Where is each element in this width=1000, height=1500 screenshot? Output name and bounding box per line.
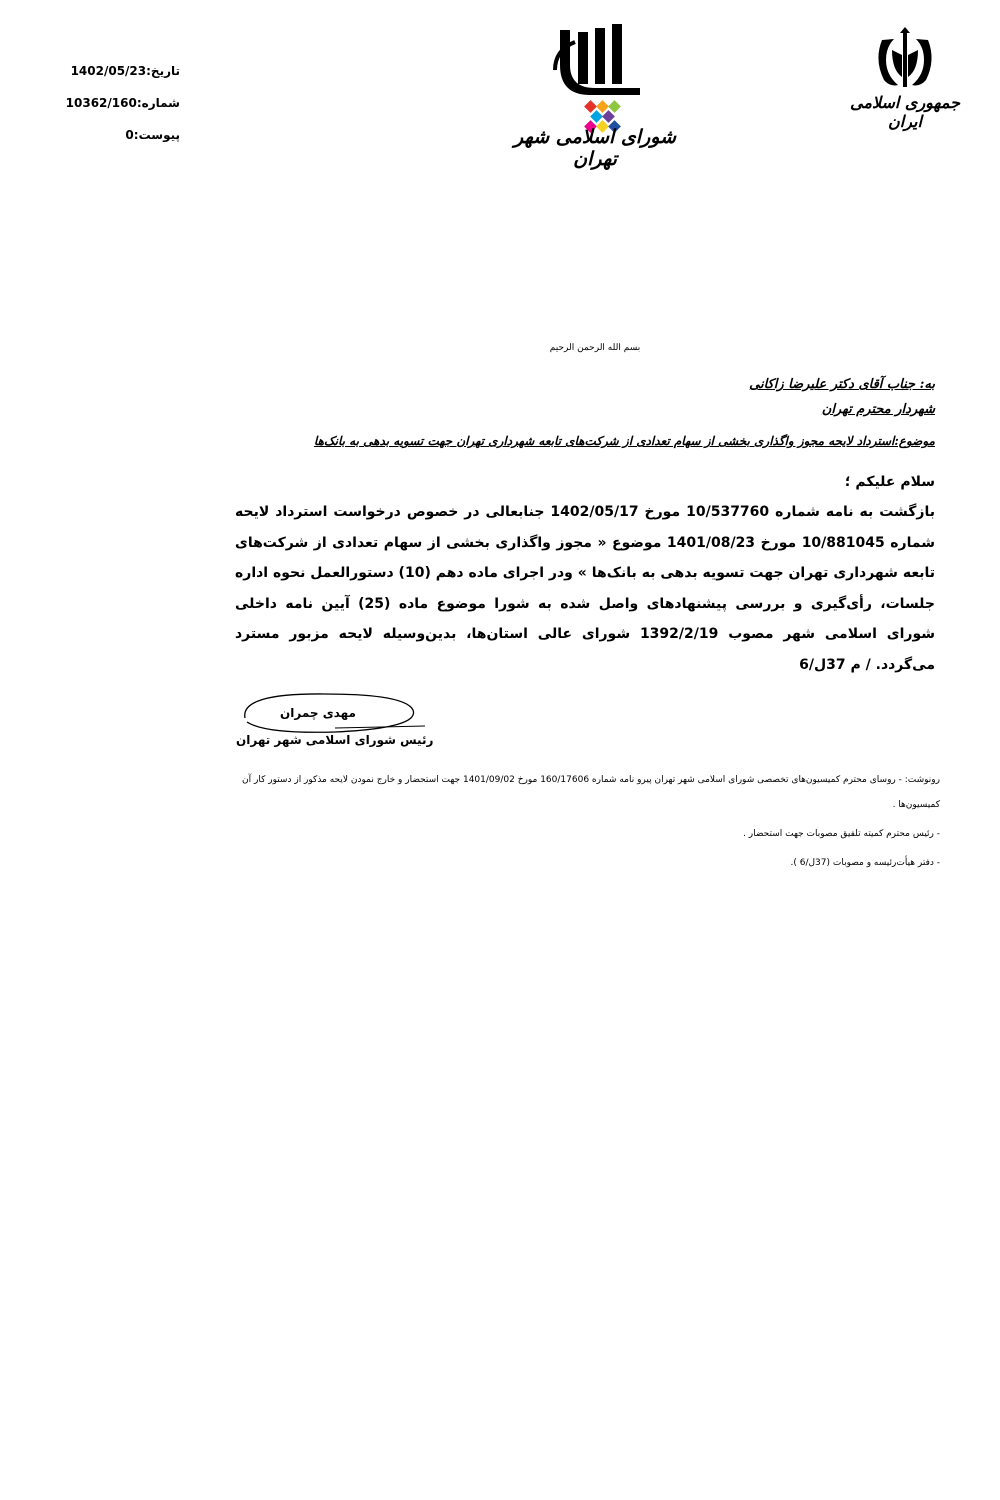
cc-item: - دفتر هیأت‌رئیسه و مصوبات (37ل/6 ). (790, 858, 940, 868)
signatory-title: رئیس شورای اسلامی شهر تهران (236, 733, 434, 747)
greeting: سلام علیکم ؛ (844, 474, 935, 490)
letter-body: بازگشت به نامه شماره 10/537760 مورخ 1402/05/17 جنابعالی در خصوص درخواست استرداد لایحه شماره 10/881045 مورخ 1401/08/23 موضوع « مجوز واگذاری بخشی از سهام تعدادی از شرکت‌های تابعه شهرداری تهران جهت تسویه بدهی به بانک‌ها » ودر اجرای ماده دهم (10) دستورالعمل نحوه اداره جلسات، رأی‌گیری و بررسی پیشنهادهای واصل شده به شورا موضوع ماده (25) آیین نامه داخلی شورای اسلامی شهر مصوب 1392/2/19 شورای عالی استان‌ها، بدین‌وسیله لایحه مزبور مسترد می‌گردد. / م 37ل/6 (235, 504, 935, 673)
cc-item: - رئیس محترم کمیته تلفیق مصوبات جهت استحضار . (743, 829, 940, 839)
cc-item: رونوشت: - روسای محترم کمیسیون‌های تخصصی شورای اسلامی شهر تهران پیرو نامه شماره 160/17606 مورخ 1401/09/02 جهت استحضار و خارج نمودن لایحه مذکور از دستور کار آن کمیسیون‌ها . (242, 775, 940, 810)
basmala: بسم الله الرحمن الرحیم (549, 343, 641, 353)
carbon-copy-list (235, 768, 940, 880)
letter-meta (40, 55, 180, 151)
iran-emblem-icon (870, 25, 940, 95)
addressee-title: شهردار محترم تهران (821, 402, 935, 417)
emblem-caption: جمهوری اسلامی ایران (850, 93, 960, 131)
letter-attachment: پیوست:0 (125, 128, 180, 142)
addressee-name: به: جناب آقای دکتر علیرضا زاکانی (749, 377, 935, 392)
letter-subject: موضوع:استرداد لایحه مجوز واگذاری بخشی از سهام تعدادی از شرکت‌های تابعه شهرداری تهران جهت تسویه بدهی به بانک‌ها (313, 434, 935, 448)
council-logo-caption: شورای اسلامی شهر تهران (513, 126, 676, 170)
letter-date: تاریخ:1402/05/23 (70, 64, 180, 78)
letter-number: شماره:10362/160 (65, 96, 180, 110)
signatory-name: مهدی چمران (280, 706, 356, 720)
